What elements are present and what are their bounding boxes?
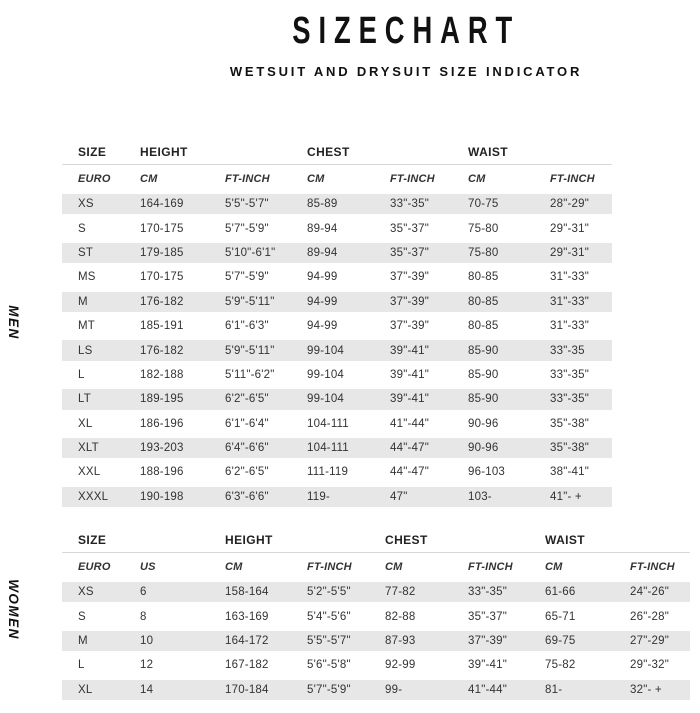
table-row — [62, 363, 612, 387]
column-unit-header: CM — [468, 172, 486, 185]
value-cell: 37"-39" — [390, 320, 429, 333]
value-cell: 39"-41" — [468, 659, 507, 672]
column-group-header: CHEST — [307, 145, 350, 159]
value-cell: 182-188 — [140, 368, 184, 381]
women-unit-header-row — [62, 553, 690, 580]
value-cell: 14 — [140, 683, 154, 696]
spacer-cell — [291, 528, 369, 552]
value-cell: 90-96 — [468, 417, 499, 430]
size-cell: XXL — [78, 466, 101, 479]
value-cell: 85-90 — [468, 368, 499, 381]
value-cell: 6 — [140, 586, 147, 599]
value-cell: 33"-35 — [550, 344, 585, 357]
men-size-table — [62, 140, 612, 509]
value-cell: 99- — [385, 683, 403, 696]
page-title: SIZECHART — [292, 10, 520, 52]
value-cell: 111-119 — [307, 466, 349, 479]
value-cell: 69-75 — [545, 634, 576, 647]
value-cell: 35"-38" — [550, 417, 589, 430]
column-unit-header: FT-INCH — [630, 560, 675, 573]
value-cell: 90-96 — [468, 442, 499, 455]
women-group-header-row — [62, 528, 690, 553]
column-unit-header: CM — [545, 560, 563, 573]
table-row — [62, 460, 612, 484]
spacer-cell — [124, 528, 209, 552]
column-unit-header: CM — [307, 172, 325, 185]
column-unit-header: EURO — [78, 560, 111, 573]
value-cell: 39"-41" — [390, 344, 429, 357]
value-cell: 99-104 — [307, 368, 345, 381]
value-cell: 164-169 — [140, 198, 184, 211]
column-unit-header: FT-INCH — [390, 172, 435, 185]
men-group-header-row — [62, 140, 612, 165]
value-cell: 37"-39" — [468, 634, 507, 647]
spacer-cell — [614, 528, 690, 552]
table-row — [62, 485, 612, 509]
table-row — [62, 241, 612, 265]
value-cell: 186-196 — [140, 417, 184, 430]
value-cell: 94-99 — [307, 271, 338, 284]
value-cell: 39"-41" — [390, 368, 429, 381]
value-cell: 33"-35" — [550, 368, 589, 381]
value-cell: 87-93 — [385, 634, 416, 647]
value-cell: 28"-29" — [550, 198, 589, 211]
size-cell: MT — [78, 320, 96, 333]
value-cell: 80-85 — [468, 271, 499, 284]
table-row — [62, 290, 612, 314]
page-header — [112, 12, 700, 79]
value-cell: 37"-39" — [390, 271, 429, 284]
value-cell: 119- — [307, 490, 330, 503]
value-cell: 35"-37" — [468, 610, 507, 623]
value-cell: 41"- + — [550, 490, 582, 503]
table-row — [62, 678, 690, 702]
value-cell: 6'3"-6'6" — [225, 490, 269, 503]
spacer-cell — [534, 140, 612, 164]
table-row — [62, 192, 612, 216]
size-cell: XL — [78, 683, 93, 696]
value-cell: 92-99 — [385, 659, 416, 672]
value-cell: 5'5"-5'7" — [307, 634, 351, 647]
value-cell: 185-191 — [140, 320, 184, 333]
value-cell: 75-82 — [545, 659, 576, 672]
value-cell: 77-82 — [385, 586, 416, 599]
column-unit-header: FT-INCH — [307, 560, 352, 573]
value-cell: 85-89 — [307, 198, 338, 211]
column-unit-header: FT-INCH — [468, 560, 513, 573]
value-cell: 6'1"-6'4" — [225, 417, 269, 430]
women-section-label — [0, 570, 26, 648]
value-cell: 158-164 — [225, 586, 269, 599]
value-cell: 190-198 — [140, 490, 184, 503]
value-cell: 8 — [140, 610, 147, 623]
value-cell: 29"-32" — [630, 659, 669, 672]
size-cell: LS — [78, 344, 93, 357]
size-cell: M — [78, 634, 88, 647]
value-cell: 176-182 — [140, 295, 184, 308]
men-section-label — [0, 293, 26, 351]
column-group-header: HEIGHT — [225, 533, 273, 547]
size-cell: XL — [78, 417, 93, 430]
value-cell: 24"-26" — [630, 586, 669, 599]
value-cell: 96-103 — [468, 466, 506, 479]
value-cell: 5'9"-5'11" — [225, 344, 275, 357]
value-cell: 35"-37" — [390, 246, 429, 259]
table-row — [62, 265, 612, 289]
value-cell: 31"-33" — [550, 295, 589, 308]
value-cell: 188-196 — [140, 466, 184, 479]
table-row — [62, 629, 690, 653]
value-cell: 5'9"-5'11" — [225, 295, 275, 308]
value-cell: 61-66 — [545, 586, 576, 599]
table-row — [62, 653, 690, 677]
column-group-header: CHEST — [385, 533, 428, 547]
value-cell: 5'7"-5'9" — [225, 222, 269, 235]
column-unit-header: CM — [225, 560, 243, 573]
spacer-cell — [209, 140, 291, 164]
value-cell: 5'5"-5'7" — [225, 198, 269, 211]
value-cell: 35"-38" — [550, 442, 589, 455]
value-cell: 81- — [545, 683, 563, 696]
value-cell: 94-99 — [307, 295, 338, 308]
value-cell: 94-99 — [307, 320, 338, 333]
column-group-header: SIZE — [78, 533, 107, 547]
value-cell: 170-184 — [225, 683, 269, 696]
value-cell: 75-80 — [468, 246, 499, 259]
size-cell: XXXL — [78, 490, 109, 503]
value-cell: 167-182 — [225, 659, 269, 672]
value-cell: 27"-29" — [630, 634, 669, 647]
value-cell: 5'7"-5'9" — [307, 683, 351, 696]
value-cell: 44"-47" — [390, 442, 429, 455]
value-cell: 5'7"-5'9" — [225, 271, 269, 284]
women-size-table — [62, 528, 690, 702]
column-unit-header: EURO — [78, 172, 111, 185]
value-cell: 32"- + — [630, 683, 662, 696]
value-cell: 65-71 — [545, 610, 576, 623]
value-cell: 31"-33" — [550, 271, 589, 284]
women-table-body — [62, 580, 690, 702]
table-row — [62, 338, 612, 362]
column-unit-header: CM — [140, 172, 158, 185]
value-cell: 6'1"-6'3" — [225, 320, 269, 333]
size-cell: L — [78, 659, 85, 672]
column-group-header: WAIST — [468, 145, 508, 159]
value-cell: 41"-44" — [468, 683, 507, 696]
value-cell: 70-75 — [468, 198, 499, 211]
page-subtitle: WETSUIT AND DRYSUIT SIZE INDICATOR — [229, 63, 583, 79]
value-cell: 80-85 — [468, 320, 499, 333]
column-group-header: SIZE — [78, 145, 107, 159]
size-cell: XS — [78, 198, 94, 211]
table-row — [62, 580, 690, 604]
men-section-label-text: MEN — [5, 304, 21, 340]
column-unit-header: FT-INCH — [225, 172, 270, 185]
spacer-cell — [374, 140, 452, 164]
value-cell: 164-172 — [225, 634, 269, 647]
column-unit-header: US — [140, 560, 156, 573]
value-cell: 12 — [140, 659, 154, 672]
men-table-body — [62, 192, 612, 509]
size-cell: XS — [78, 586, 94, 599]
value-cell: 82-88 — [385, 610, 416, 623]
size-cell: XLT — [78, 442, 99, 455]
value-cell: 5'10"-6'1" — [225, 246, 276, 259]
value-cell: 193-203 — [140, 442, 184, 455]
value-cell: 179-185 — [140, 246, 184, 259]
value-cell: 41"-44" — [390, 417, 429, 430]
column-unit-header: FT-INCH — [550, 172, 595, 185]
value-cell: 38"-41" — [550, 466, 589, 479]
value-cell: 26"-28" — [630, 610, 669, 623]
size-cell: M — [78, 295, 88, 308]
value-cell: 47" — [390, 490, 408, 503]
size-cell: S — [78, 222, 86, 235]
value-cell: 104-111 — [307, 442, 349, 455]
value-cell: 85-90 — [468, 393, 499, 406]
value-cell: 103- — [468, 490, 492, 503]
value-cell: 99-104 — [307, 393, 345, 406]
value-cell: 29"-31" — [550, 222, 589, 235]
size-cell: S — [78, 610, 86, 623]
size-cell: L — [78, 368, 85, 381]
value-cell: 10 — [140, 634, 154, 647]
value-cell: 176-182 — [140, 344, 184, 357]
value-cell: 170-175 — [140, 271, 184, 284]
value-cell: 85-90 — [468, 344, 499, 357]
women-section-label-text: WOMEN — [5, 578, 21, 640]
men-unit-header-row — [62, 165, 612, 192]
value-cell: 44"-47" — [390, 466, 429, 479]
value-cell: 31"-33" — [550, 320, 589, 333]
value-cell: 6'2"-6'5" — [225, 393, 269, 406]
table-row — [62, 604, 690, 628]
value-cell: 33"-35" — [468, 586, 507, 599]
value-cell: 104-111 — [307, 417, 349, 430]
value-cell: 89-94 — [307, 246, 338, 259]
value-cell: 35"-37" — [390, 222, 429, 235]
size-cell: MS — [78, 271, 96, 284]
value-cell: 39"-41" — [390, 393, 429, 406]
column-unit-header: CM — [385, 560, 403, 573]
value-cell: 29"-31" — [550, 246, 589, 259]
value-cell: 33"-35" — [390, 198, 429, 211]
table-row — [62, 412, 612, 436]
value-cell: 75-80 — [468, 222, 499, 235]
spacer-cell — [452, 528, 529, 552]
table-row — [62, 387, 612, 411]
column-group-header: WAIST — [545, 533, 585, 547]
value-cell: 99-104 — [307, 344, 345, 357]
value-cell: 189-195 — [140, 393, 184, 406]
size-cell: LT — [78, 393, 91, 406]
value-cell: 5'6"-5'8" — [307, 659, 351, 672]
value-cell: 37"-39" — [390, 295, 429, 308]
value-cell: 170-175 — [140, 222, 184, 235]
table-row — [62, 436, 612, 460]
table-row — [62, 314, 612, 338]
value-cell: 163-169 — [225, 610, 269, 623]
size-cell: ST — [78, 246, 94, 259]
value-cell: 5'2"-5'5" — [307, 586, 351, 599]
value-cell: 6'4"-6'6" — [225, 442, 269, 455]
value-cell: 33"-35" — [550, 393, 589, 406]
table-row — [62, 216, 612, 240]
value-cell: 6'2"-6'5" — [225, 466, 269, 479]
value-cell: 89-94 — [307, 222, 338, 235]
value-cell: 5'11"-6'2" — [225, 368, 275, 381]
value-cell: 80-85 — [468, 295, 499, 308]
column-group-header: HEIGHT — [140, 145, 188, 159]
value-cell: 5'4"-5'6" — [307, 610, 351, 623]
